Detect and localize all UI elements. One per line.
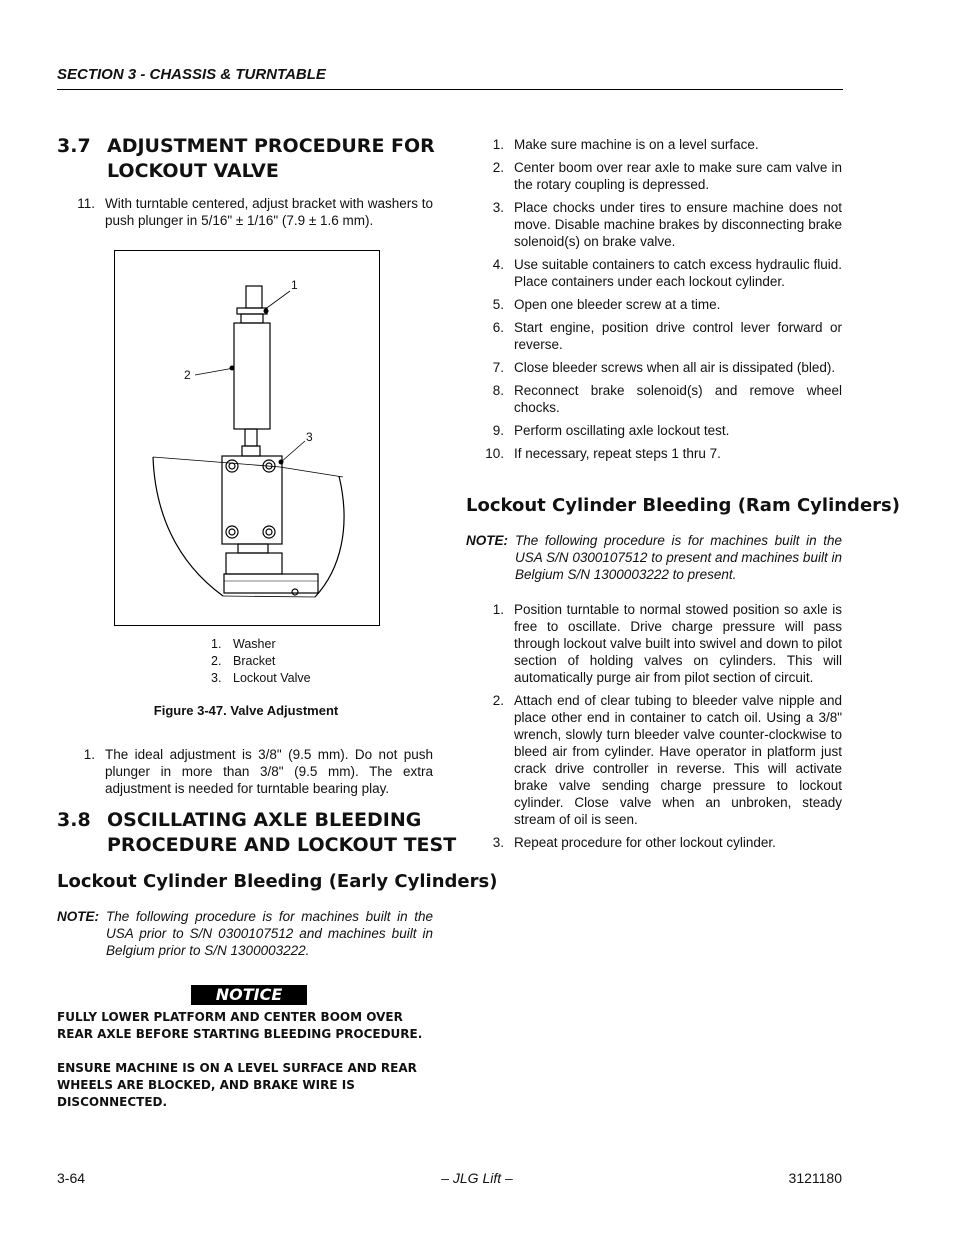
callout-2: 2 xyxy=(184,368,191,382)
step-item xyxy=(466,319,842,353)
ram-cylinders-heading: Lockout Cylinder Bleeding (Ram Cylinders) xyxy=(466,495,900,516)
callout-3: 3 xyxy=(306,430,313,444)
note-text: The following procedure is for machines built in the USA prior to S/N 0300107512 and machines built in Belgium prior to S/N 1300003222. xyxy=(106,909,433,958)
note-early xyxy=(57,908,433,959)
notice-text-1: FULLY LOWER PLATFORM AND CENTER BOOM OVER REAR AXLE BEFORE STARTING BLEEDING PROCEDURE. xyxy=(57,1010,423,1041)
note-label: NOTE: xyxy=(57,909,99,924)
early-cylinders-heading: Lockout Cylinder Bleeding (Early Cylinders) xyxy=(57,871,498,892)
heading-line-2: LOCKOUT VALVE xyxy=(107,160,279,182)
step-item xyxy=(466,445,842,462)
step-number: 1. xyxy=(492,602,504,617)
early-bleeding-steps xyxy=(466,136,842,468)
step-text: The ideal adjustment is 3/8" (9.5 mm). Do not push plunger in more than 3/8" (9.5 mm). The extra adjustment is needed for turntable bearing play. xyxy=(105,747,433,796)
step-text: Use suitable containers to catch excess hydraulic fluid. Place containers under each lockout cylinder. xyxy=(514,257,842,289)
step-number: 11. xyxy=(77,196,95,211)
notice-badge: NOTICE xyxy=(191,985,307,1005)
step-item xyxy=(466,199,842,250)
step-text: Attach end of clear tubing to bleeder valve nipple and place other end in container to catch oil. Using a 3/8" wrench, slowly turn bleeder valve counter-clockwise to bleed air from cylinder. Have operator in platform just crack drive controller in reverse. This will activate brake valve sending charge pressure to lockout cylinder. Close valve when an unbroken, steady stream of oil is seen. xyxy=(514,693,842,827)
figure-caption: Figure 3-47. Valve Adjustment xyxy=(153,703,339,718)
step-number: 3. xyxy=(492,835,504,850)
step-number: 1. xyxy=(492,137,504,152)
section-number: 3.7 xyxy=(57,135,91,157)
step-number: 9. xyxy=(492,423,504,438)
step-item xyxy=(466,159,842,193)
legend-item: 1. Washer xyxy=(211,637,276,651)
step-item xyxy=(466,422,842,439)
step-number: 2. xyxy=(492,160,504,175)
valve-adjustment-drawing xyxy=(115,251,379,625)
step-number: 10. xyxy=(485,446,504,461)
step-text: Start engine, position drive control lever forward or reverse. xyxy=(514,320,842,352)
notice-text-2: ENSURE MACHINE IS ON A LEVEL SURFACE AND REAR WHEELS ARE BLOCKED, AND BRAKE WIRE IS DISCONNECTED. xyxy=(57,1061,417,1109)
legend-item: 2. Bracket xyxy=(211,654,276,668)
callout-1: 1 xyxy=(291,278,298,292)
section-number: 3.8 xyxy=(57,809,91,831)
step-text: Make sure machine is on a level surface. xyxy=(514,137,759,152)
ram-bleeding-steps xyxy=(466,601,842,857)
step-item xyxy=(466,601,842,686)
figure-legend xyxy=(211,636,311,687)
step-number: 4. xyxy=(492,257,504,272)
step-item xyxy=(466,359,842,376)
header-rule xyxy=(57,89,843,90)
step-item xyxy=(466,834,842,851)
step-number: 3. xyxy=(492,200,504,215)
step-number: 7. xyxy=(492,360,504,375)
footer-center: – JLG Lift – xyxy=(441,1170,513,1186)
heading-line-1: OSCILLATING AXLE BLEEDING xyxy=(107,809,422,831)
step-item xyxy=(466,692,842,828)
heading-line-2: PROCEDURE AND LOCKOUT TEST xyxy=(107,834,457,856)
step-text: Open one bleeder screw at a time. xyxy=(514,297,721,312)
step-text: Center boom over rear axle to make sure cam valve in the rotary coupling is depressed. xyxy=(514,160,842,192)
step-item xyxy=(466,382,842,416)
section-header: SECTION 3 - CHASSIS & TURNTABLE xyxy=(57,66,326,83)
step-number: 6. xyxy=(492,320,504,335)
valve-adjustment-figure xyxy=(114,250,380,626)
heading-line-1: ADJUSTMENT PROCEDURE FOR xyxy=(107,135,435,157)
adjustment-step xyxy=(57,746,433,803)
step-text: Repeat procedure for other lockout cylinder. xyxy=(514,835,776,850)
step-number: 2. xyxy=(492,693,504,708)
note-ram xyxy=(466,532,842,583)
step-item xyxy=(466,256,842,290)
step-11 xyxy=(57,195,433,235)
step-text: Position turntable to normal stowed position so axle is free to oscillate. Drive charge pressure will pass through lockout valve built into swivel and down to pilot section of holding valves on cylinders. This will automatically purge air from pilot section of circuit. xyxy=(514,602,842,685)
step-text: If necessary, repeat steps 1 thru 7. xyxy=(514,446,721,461)
step-text: Reconnect brake solenoid(s) and remove wheel chocks. xyxy=(514,383,842,415)
section-3-8-heading xyxy=(57,808,456,858)
step-text: Place chocks under tires to ensure machine does not move. Disable machine brakes by disconnecting brake solenoid(s) on brake valve. xyxy=(514,200,842,249)
note-label: NOTE: xyxy=(466,533,508,548)
step-item xyxy=(466,296,842,313)
section-3-7-heading xyxy=(57,134,435,184)
step-text: Close bleeder screws when all air is dissipated (bled). xyxy=(514,360,836,375)
page-number: 3-64 xyxy=(57,1170,86,1186)
note-text: The following procedure is for machines built in the USA S/N 0300107512 to present and machines built in Belgium S/N 1300003222 to present. xyxy=(515,533,842,582)
step-number: 1. xyxy=(83,747,95,762)
step-text: Perform oscillating axle lockout test. xyxy=(514,423,730,438)
legend-item: 3. Lockout Valve xyxy=(211,671,311,685)
document-number: 3121180 xyxy=(788,1170,842,1186)
step-number: 5. xyxy=(492,297,504,312)
step-number: 8. xyxy=(492,383,504,398)
step-item xyxy=(466,136,842,153)
step-text: With turntable centered, adjust bracket with washers to push plunger in 5/16" ± 1/16" (7.9 ± 1.6 mm). xyxy=(105,196,433,228)
